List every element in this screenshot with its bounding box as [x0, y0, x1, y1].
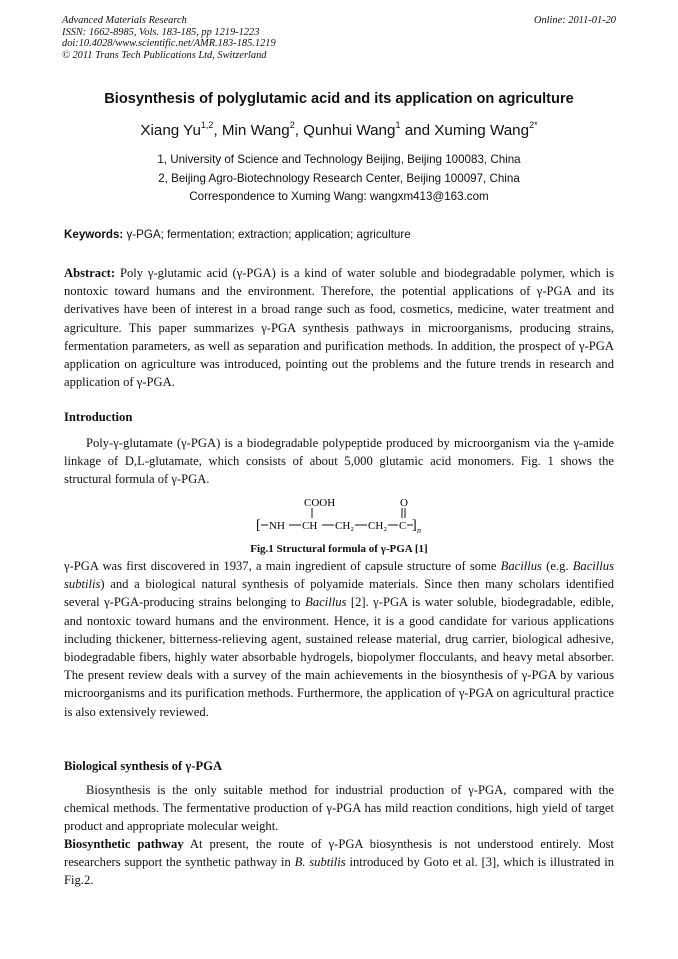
abstract-text: Poly γ-glutamic acid (γ-PGA) is a kind of water soluble and biodegradable polymer, which is nontoxic toward humans and the environment. Therefore, the potential applications of γ-PGA and its derivatives have been of interest in a broad range such as food, cosmetics, medicine, water treatment and agriculture. This paper summarizes γ-PGA synthesis pathways in microorganisms, producing strains, fermentation parameters, as well as separation and purification methods. In addition, the prospect of γ-PGA application on agriculture was introduced, pointing out the problems and the future trends in research and application of γ-PGA. — [64, 266, 614, 390]
affiliation-1: 1, University of Science and Technology Beijing, Beijing 100083, China — [157, 153, 521, 166]
formula-ch2: CH₂ — [335, 520, 355, 532]
abstract — [64, 264, 614, 391]
author-affil-mark: 2* — [529, 120, 538, 130]
italic-run: Bacillus subtilis — [64, 559, 614, 592]
biosynthesis-paragraph-1: Biosynthesis is the only suitable method for industrial production of γ-PGA, compared with the chemical methods. The fermentative production of γ-PGA has mild reaction conditions, high yield of target product and appropriate molecular weight. — [64, 783, 614, 834]
author-name: , Qunhui Wang — [294, 122, 396, 139]
author-name: , Min Wang — [213, 122, 290, 139]
text-run: (e.g. — [541, 559, 573, 573]
formula-cooh: COOH — [304, 497, 336, 509]
paper-title: Biosynthesis of polyglutamic acid and its application on agriculture — [104, 91, 574, 107]
copyright-line: © 2011 Trans Tech Publications Ltd, Switzerland — [62, 49, 267, 61]
journal-header — [62, 15, 276, 61]
intro-paragraph-2 — [64, 557, 614, 721]
author-affil-mark: 1 — [395, 120, 401, 130]
author-name: and Xuming Wang — [400, 122, 530, 139]
correspondence: Correspondence to Xuming Wang: wangxm413@163.com — [189, 190, 489, 203]
section-heading-introduction: Introduction — [64, 410, 133, 424]
structural-formula — [256, 494, 426, 538]
text-run: [2]. γ-PGA is water soluble, biodegradable, edible, and nontoxic toward humans and the environment. Hence, it is a good candidate for various applications including thickener, bitterness-relieving agent, sustained release material, drug carrier, biological adhesive, biodegradable fibers, highly water absorbable hydrogels, biopolymer flocculants, and heavy metal absorber. The present review deals with a survey of the main achievements in the biosynthesis of γ-PGA by various microorganisms and its purification methods. Furthermore, the application of γ-PGA on agricultural practice is also extensively reviewed. — [64, 595, 614, 719]
text-run: introduced by Goto et al. [3], which is illustrated in Fig.2. — [64, 855, 614, 888]
formula-bracket-right: ] — [412, 518, 417, 533]
author-list — [0, 122, 678, 139]
italic-run: B. subtilis — [294, 855, 346, 870]
text-run: γ-PGA was first discovered in 1937, a main ingredient of capsule structure of some — [64, 559, 501, 573]
abstract-label: Abstract: — [64, 266, 116, 280]
keywords — [64, 228, 411, 241]
issn-line: ISSN: 1662-8985, Vols. 183-185, pp 1219-1223 — [62, 26, 260, 38]
paragraph-run-in-heading: Biosynthetic pathway — [64, 837, 184, 851]
biosynthesis-paragraph-2 — [64, 835, 614, 890]
formula-nh: NH — [269, 520, 285, 532]
text-run: At present, the route of γ-PGA biosynthesis is not understood entirely. Most researchers support the synthetic pathway in — [64, 837, 614, 870]
italic-run: Bacillus — [305, 595, 347, 610]
formula-c: C — [399, 520, 407, 532]
formula-ch2: CH₂ — [368, 520, 388, 532]
intro-paragraph-1: Poly-γ-glutamate (γ-PGA) is a biodegradable polypeptide produced by microorganism via the γ-amide linkage of D,L-glutamate, which consists of about 5,000 glutamic acid monomers. Fig. 1 shows the structural formula of γ-PGA. — [64, 436, 614, 487]
doi-line: doi:10.4028/www.scientific.net/AMR.183-185.1219 — [62, 38, 276, 50]
figure-1-caption: Fig.1 Structural formula of γ-PGA [1] — [250, 543, 428, 555]
journal-name: Advanced Materials Research — [62, 15, 187, 26]
text-run: ) and a biological natural synthesis of polyamide materials. Since then many scholars identified several γ-PGA-producing strains belonging to — [64, 577, 614, 610]
formula-bracket-left: [ — [256, 518, 261, 533]
keywords-label: Keywords: — [64, 228, 124, 241]
formula-ch: CH — [302, 520, 318, 532]
keywords-text: γ-PGA; fermentation; extraction; application; agriculture — [123, 228, 411, 241]
online-date: Online: 2011-01-20 — [533, 15, 616, 26]
section-heading-biological-synthesis: Biological synthesis of γ-PGA — [64, 759, 223, 773]
italic-run: Bacillus — [500, 559, 542, 573]
affiliation-2: 2, Beijing Agro-Biotechnology Research Center, Beijing 100097, China — [158, 172, 520, 185]
author-affil-mark: 1,2 — [200, 120, 214, 130]
formula-subscript-n: n — [417, 526, 421, 535]
author-affil-mark: 2 — [289, 120, 295, 130]
formula-oxygen: O — [400, 497, 408, 509]
author-name: Xiang Yu — [140, 122, 201, 139]
